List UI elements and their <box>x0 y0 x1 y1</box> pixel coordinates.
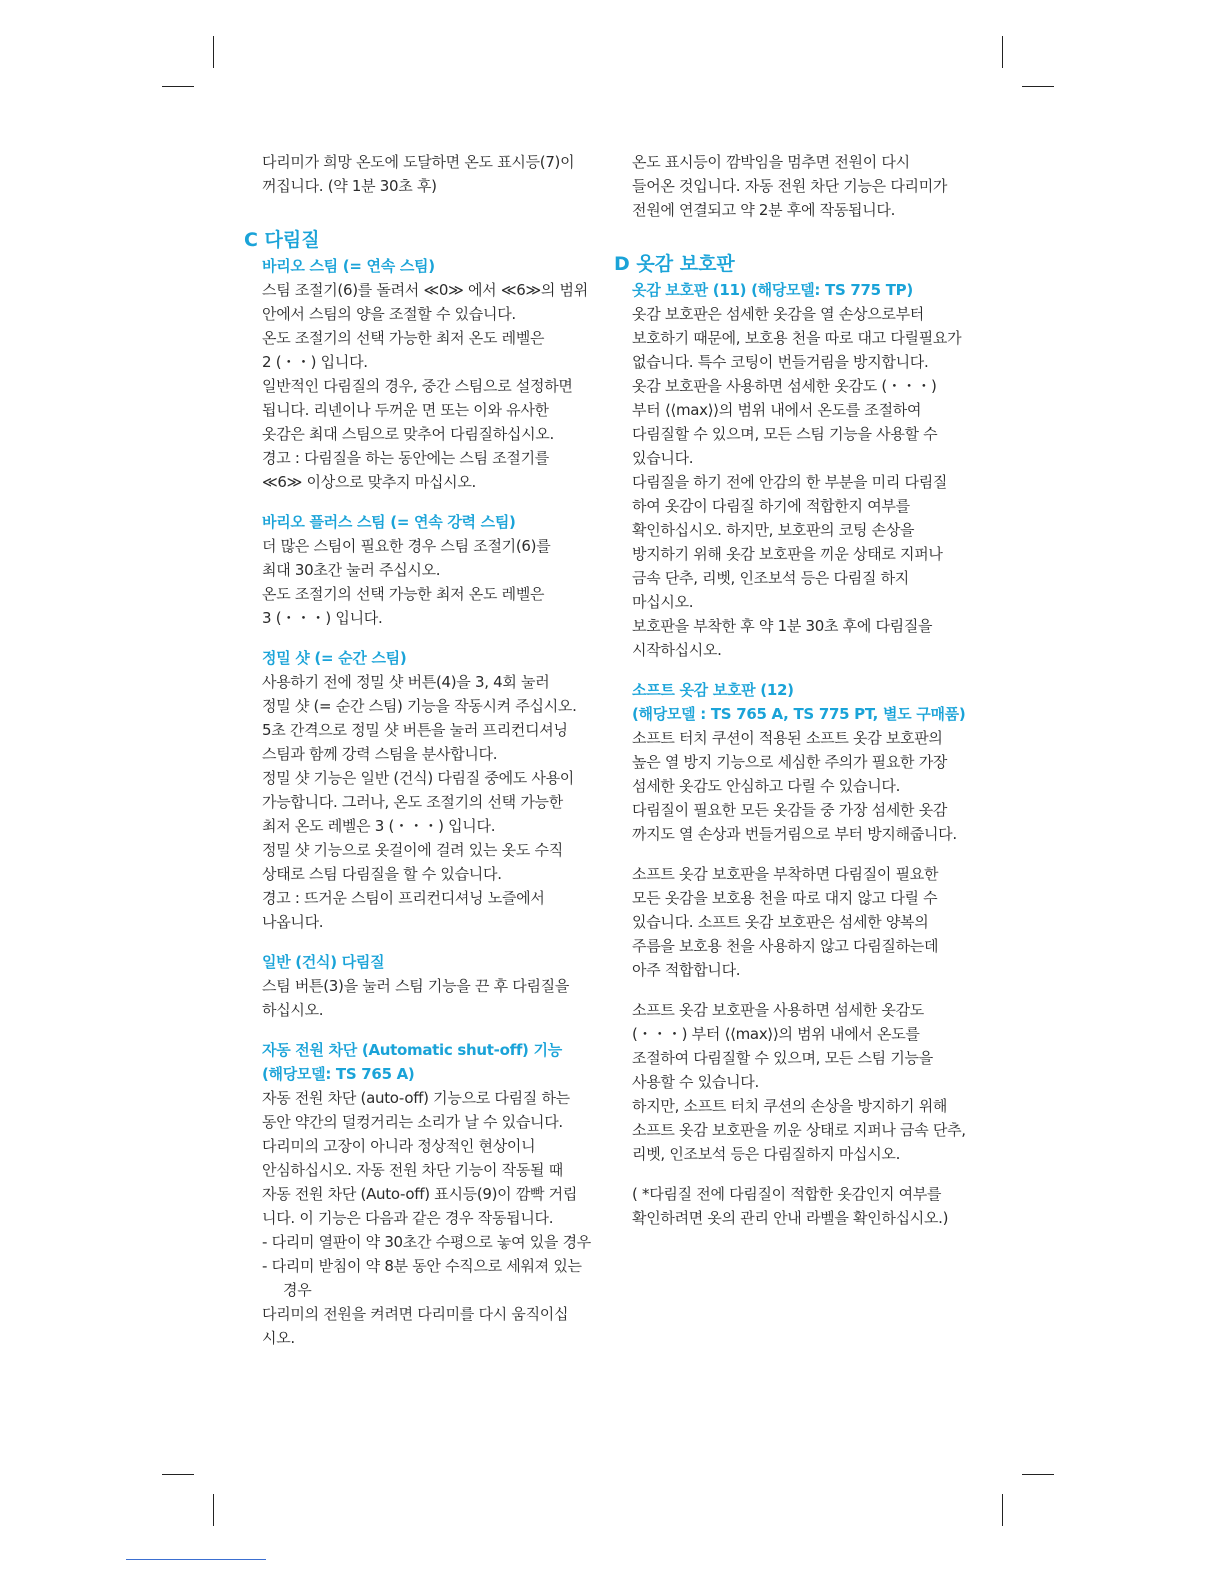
text-line: 하여 옷감이 다림질 하기에 적합한지 여부를 <box>632 497 910 515</box>
text-line: 경고 : 뜨거운 스팀이 프리컨디셔닝 노즐에서 <box>262 889 545 907</box>
text-line: 상태로 스팀 다림질을 할 수 있습니다. <box>262 865 502 883</box>
crop-mark-bottom-right-vertical <box>1002 1494 1003 1526</box>
text-line: 다림질할 수 있으며, 모든 스팀 기능을 사용할 수 <box>632 425 938 443</box>
text-line: 5초 간격으로 정밀 샷 버튼을 눌러 프리컨디셔닝 <box>262 721 568 739</box>
text-line: 일반적인 다림질의 경우, 중간 스팀으로 설정하면 <box>262 377 573 395</box>
soft-soleplate-heading: 소프트 옷감 보호판 (12) <box>632 681 794 699</box>
text-line: 동안 약간의 덜컹거리는 소리가 날 수 있습니다. <box>262 1113 563 1131</box>
text-line: 방지하기 위해 옷감 보호판을 끼운 상태로 지퍼나 <box>632 545 943 563</box>
section-c-title: C 다림질 <box>244 229 320 251</box>
vario-steam-section <box>262 254 597 494</box>
text-line: ≪6≫ 이상으로 맞추지 마십시오. <box>262 473 477 491</box>
vario-plus-section <box>262 510 597 630</box>
text-line: 아주 적합합니다. <box>632 961 741 979</box>
text-line: 옷감 보호판은 섬세한 옷감을 열 손상으로부터 <box>632 305 924 323</box>
text-line: 최저 온도 레벨은 3 (・・・) 입니다. <box>262 817 496 835</box>
text-line: 있습니다. <box>632 449 694 467</box>
text-line: 경고 : 다림질을 하는 동안에는 스팀 조절기를 <box>262 449 549 467</box>
text-line: 까지도 열 손상과 번들거림으로 부터 방지해줍니다. <box>632 825 957 843</box>
text-line: 시작하십시오. <box>632 641 722 659</box>
note-line: ( *다림질 전에 다림질이 적합한 옷감인지 여부를 <box>632 1185 942 1203</box>
text-line: 더 많은 스팀이 필요한 경우 스팀 조절기(6)를 <box>262 537 551 555</box>
note-line: 확인하려면 옷의 관리 안내 라벨을 확인하십시오.) <box>632 1209 949 1227</box>
text-line: 꺼집니다. (약 1분 30초 후) <box>262 177 437 195</box>
list-item: - 다리미 받침이 약 8분 동안 수직으로 세워져 있는 경우 <box>262 1257 582 1299</box>
vario-plus-heading: 바리오 플러스 스팀 (= 연속 강력 스팀) <box>262 513 516 531</box>
text-line: 됩니다. 리넨이나 두꺼운 면 또는 이와 유사한 <box>262 401 549 419</box>
text-line: 니다. 이 기능은 다음과 같은 경우 작동됩니다. <box>262 1209 554 1227</box>
precision-shot-heading: 정밀 샷 (= 순간 스팀) <box>262 649 407 667</box>
auto-off-heading: 자동 전원 차단 (Automatic shut-off) 기능 <box>262 1041 562 1059</box>
text-line: 3 (・・・) 입니다. <box>262 609 383 627</box>
text-line: 다리미의 고장이 아니라 정상적인 현상이니 <box>262 1137 536 1155</box>
text-line: 다리미의 전원을 켜려면 다리미를 다시 움직이십 <box>262 1305 569 1323</box>
text-line: 소프트 옷감 보호판을 부착하면 다림질이 필요한 <box>632 865 939 883</box>
text-line: 금속 단추, 리벳, 인조보석 등은 다림질 하지 <box>632 569 909 587</box>
crop-mark-top-left-horizontal <box>162 86 194 87</box>
text-line: 온도 조절기의 선택 가능한 최저 온도 레벨은 <box>262 329 545 347</box>
text-line: 마십시오. <box>632 593 694 611</box>
text-line: 사용하기 전에 정밀 샷 버튼(4)을 3, 4회 눌러 <box>262 673 550 691</box>
crop-mark-top-right-vertical <box>1002 36 1003 68</box>
text-line: 소프트 옷감 보호판을 사용하면 섬세한 옷감도 <box>632 1001 924 1019</box>
text-line: 옷감 보호판을 사용하면 섬세한 옷감도 (・・・) <box>632 377 937 395</box>
text-line: 시오. <box>262 1329 295 1347</box>
text-line: 하십시오. <box>262 1001 324 1019</box>
vario-steam-heading: 바리오 스팀 (= 연속 스팀) <box>262 257 435 275</box>
text-line: 2 (・・) 입니다. <box>262 353 368 371</box>
text-line: 소프트 옷감 보호판을 끼운 상태로 지퍼나 금속 단추, <box>632 1121 966 1139</box>
text-line: 있습니다. 소프트 옷감 보호판은 섬세한 양복의 <box>632 913 929 931</box>
text-line: 스팀과 함께 강력 스팀을 분사합니다. <box>262 745 498 763</box>
dry-ironing-section <box>262 950 597 1022</box>
text-line: 하지만, 소프트 터치 쿠션의 손상을 방지하기 위해 <box>632 1097 948 1115</box>
text-line: 가능합니다. 그러나, 온도 조절기의 선택 가능한 <box>262 793 563 811</box>
dry-ironing-heading: 일반 (건식) 다림질 <box>262 953 385 971</box>
soleplate-section <box>632 278 967 662</box>
list-item: - 다리미 열판이 약 30초간 수평으로 놓여 있을 경우 <box>262 1233 591 1251</box>
crop-mark-top-right-horizontal <box>1022 86 1054 87</box>
auto-off-section <box>262 1038 597 1350</box>
text-line: 다림질이 필요한 모든 옷감들 중 가장 섬세한 옷감 <box>632 801 948 819</box>
auto-off-model-heading: (해당모델: TS 765 A) <box>262 1065 415 1083</box>
text-line: 안에서 스팀의 양을 조절할 수 있습니다. <box>262 305 516 323</box>
text-line: 전원에 연결되고 약 2분 후에 작동됩니다. <box>632 201 896 219</box>
text-line: 확인하십시오. 하지만, 보호판의 코팅 손상을 <box>632 521 915 539</box>
text-line: 자동 전원 차단 (Auto-off) 표시등(9)이 깜빡 거립 <box>262 1185 578 1203</box>
soft-soleplate-model-heading: (해당모델 : TS 765 A, TS 775 PT, 별도 구매품) <box>632 705 966 723</box>
soleplate-heading: 옷감 보호판 (11) (해당모델: TS 775 TP) <box>632 281 913 299</box>
text-line: 스팀 조절기(6)를 돌려서 ≪0≫ 에서 ≪6≫의 범위 <box>262 281 588 299</box>
text-line: 옷감은 최대 스팀으로 맞추어 다림질하십시오. <box>262 425 554 443</box>
text-line: 들어온 것입니다. 자동 전원 차단 기능은 다리미가 <box>632 177 948 195</box>
text-line: 리벳, 인조보석 등은 다림질하지 마십시오. <box>632 1145 901 1163</box>
text-line: 안심하십시오. 자동 전원 차단 기능이 작동될 때 <box>262 1161 563 1179</box>
soft-soleplate-section <box>632 678 967 1230</box>
text-line: 섬세한 옷감도 안심하고 다릴 수 있습니다. <box>632 777 901 795</box>
auto-off-continued-paragraph <box>632 150 967 222</box>
crop-mark-top-left-vertical <box>213 36 214 68</box>
text-line: 온도 조절기의 선택 가능한 최저 온도 레벨은 <box>262 585 545 603</box>
text-line: 조절하여 다림질할 수 있으며, 모든 스팀 기능을 <box>632 1049 933 1067</box>
crop-mark-bottom-left-vertical <box>213 1494 214 1526</box>
right-column <box>614 150 967 1230</box>
crop-mark-bottom-right-horizontal <box>1022 1474 1054 1475</box>
text-line: 사용할 수 있습니다. <box>632 1073 759 1091</box>
text-line: 보호판을 부착한 후 약 1분 30초 후에 다림질을 <box>632 617 933 635</box>
text-line: 최대 30초간 눌러 주십시오. <box>262 561 441 579</box>
text-line: 스팀 버튼(3)을 눌러 스팀 기능을 끈 후 다림질을 <box>262 977 570 995</box>
text-line: 부터 ⟨⟨max⟩⟩의 범위 내에서 온도를 조절하여 <box>632 401 922 419</box>
text-line: 보호하기 때문에, 보호용 천을 따로 대고 다릴필요가 <box>632 329 962 347</box>
bottom-underline <box>126 1559 266 1560</box>
text-line: 나옵니다. <box>262 913 324 931</box>
text-line: 정밀 샷 기능으로 옷걸이에 걸려 있는 옷도 수직 <box>262 841 563 859</box>
text-line: 다리미가 희망 온도에 도달하면 온도 표시등(7)이 <box>262 153 575 171</box>
text-line: 주름을 보호용 천을 사용하지 않고 다림질하는데 <box>632 937 939 955</box>
text-line: 모든 옷감을 보호용 천을 따로 대지 않고 다릴 수 <box>632 889 938 907</box>
text-line: 정밀 샷 (= 순간 스팀) 기능을 작동시켜 주십시오. <box>262 697 577 715</box>
text-line: 없습니다. 특수 코팅이 번들거림을 방지합니다. <box>632 353 929 371</box>
crop-mark-bottom-left-horizontal <box>162 1474 194 1475</box>
text-line: 다림질을 하기 전에 안감의 한 부분을 미리 다림질 <box>632 473 948 491</box>
intro-paragraph <box>262 150 597 198</box>
text-line: 정밀 샷 기능은 일반 (건식) 다림질 중에도 사용이 <box>262 769 574 787</box>
text-line: 높은 열 방지 기능으로 세심한 주의가 필요한 가장 <box>632 753 948 771</box>
left-column <box>244 150 597 1350</box>
section-d-title: D 옷감 보호판 <box>614 253 735 275</box>
text-line: 소프트 터치 쿠션이 적용된 소프트 옷감 보호판의 <box>632 729 943 747</box>
precision-shot-section <box>262 646 597 934</box>
text-line: 자동 전원 차단 (auto-off) 기능으로 다림질 하는 <box>262 1089 570 1107</box>
text-line: (・・・) 부터 ⟨⟨max⟩⟩의 범위 내에서 온도를 <box>632 1025 920 1043</box>
text-line: 온도 표시등이 깜박임을 멈추면 전원이 다시 <box>632 153 910 171</box>
